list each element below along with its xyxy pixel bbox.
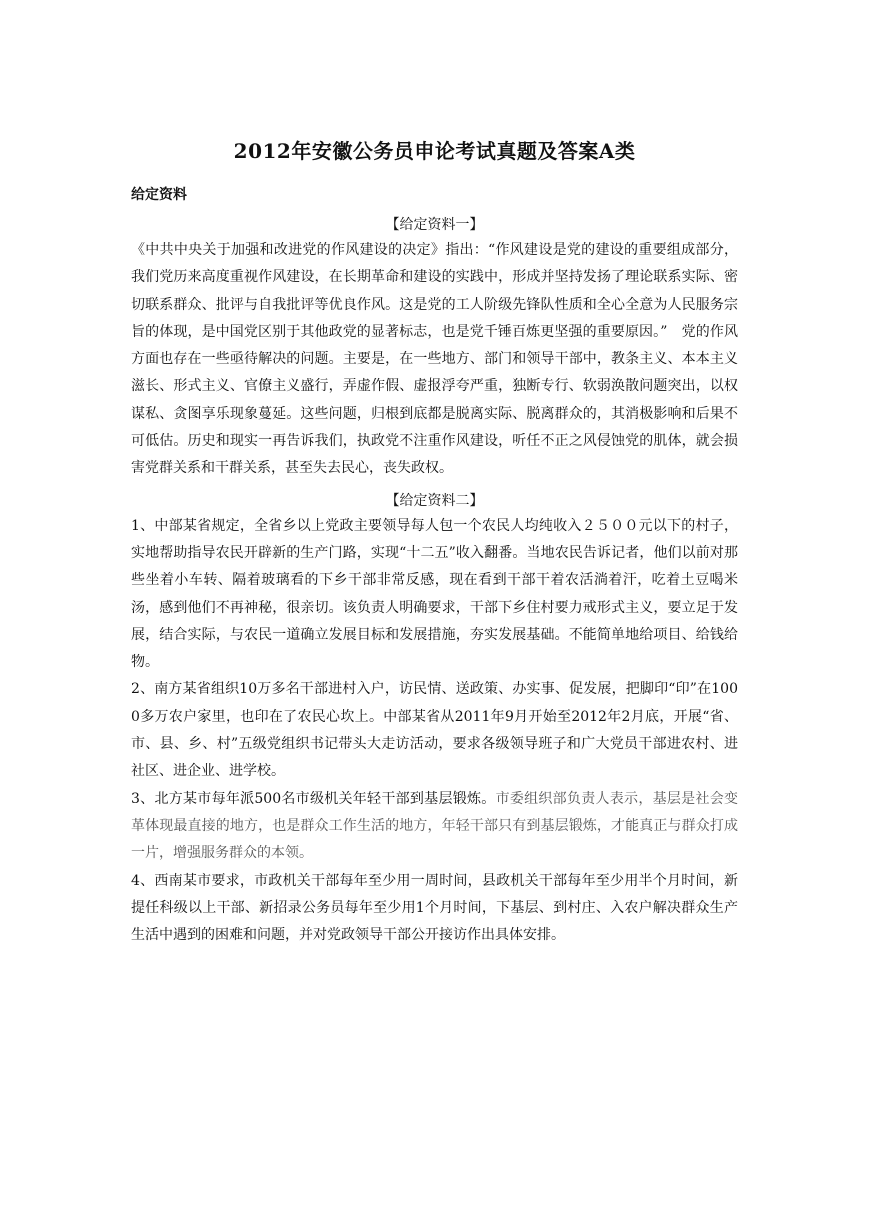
material-two-item-3-text: 3、北方某市每年派500名市级机关年轻干部到基层锻炼。 — [131, 790, 496, 807]
material-two-item-3-gray-tail: 市委组织部负责人表示，基层是社会变革体现最直接的地方，也是群众工作生活的地方，年轻干部只有到基层锻炼，才能真正与群众打成一片，增强服务群众的本领。 — [131, 790, 738, 862]
material-two-item-2: 2、南方某省组织10万多名干部进村入户，访民情、送政策、办实事、促发展，把脚印“印”在1000多万农户家里，也印在了农民心坎上。中部某省从2011年9月开始至2012年2月底，开展“省、市、县、乡、村”五级党组织书记带头大走访活动，要求各级领导班子和广大党员干部进农村、进社区、进企业、进学校。 — [131, 681, 738, 780]
material-one — [131, 213, 738, 483]
section-label: 给定资料 — [131, 187, 187, 203]
material-two — [131, 489, 738, 950]
material-two-heading: 【给定资料二】 — [385, 492, 484, 509]
document-title: 2012年安徽公务员申论考试真题及答案A类 — [233, 139, 636, 163]
material-two-item-3 — [131, 786, 738, 868]
material-one-paragraph: 《中共中央关于加强和改进党的作风建设的决定》指出：“作风建设是党的建设的重要组成部分，我们党历来高度重视作风建设，在长期革命和建设的实践中，形成并坚持发扬了理论联系实际、密切联系群众、批评与自我批评等优良作风。这是党的工人阶级先锋队性质和全心全意为人民服务宗旨的体现，是中国党区别于其他政党的显著标志，也是党千锤百炼更坚强的重要原因。” 党的作风方面也存在一些亟待解决的问题。主要是，在一些地方、部门和领导干部中，教条主义、本本主义滋长、形式主义、官僚主义盛行，弄虚作假、虚报浮夸严重，独断专行、软弱涣散问题突出，以权谋私、贪图享乐现象蔓延。这些问题，归根到底都是脱离实际、脱离群众的，其消极影响和后果不可低估。历史和现实一再告诉我们，执政党不注重作风建设，听任不正之风侵蚀党的肌体，就会损害党群关系和干群关系，甚至失去民心，丧失政权。 — [131, 242, 738, 477]
material-one-heading: 【给定资料一】 — [385, 217, 484, 233]
material-two-item-1: 1、中部某省规定，全省乡以上党政主要领导每人包一个农民人均纯收入２５００元以下的村子，实地帮助指导农民开辟新的生产门路，实现“十二五”收入翻番。当地农民告诉记者，他们以前对那些坐着小车转、隔着玻璃看的下乡干部非常反感，现在看到干部干着农活淌着汗，吃着土豆喝米汤，感到他们不再神秘，很亲切。该负责人明确要求，干部下乡住村要力戒形式主义，要立足于发展，结合实际，与农民一道确立发展目标和发展措施，夯实发展基础。不能简单地给项目、给钱给物。 — [131, 517, 738, 671]
material-two-item-4: 4、西南某市要求，市政机关干部每年至少用一周时间，县政机关干部每年至少用半个月时间，新提任科级以上干部、新招录公务员每年至少用1个月时间，下基层、到村庄、入农户解决群众生产生活中遇到的困难和问题，并对党政领导干部公开接访作出具体安排。 — [131, 872, 738, 944]
document-content — [131, 136, 738, 949]
